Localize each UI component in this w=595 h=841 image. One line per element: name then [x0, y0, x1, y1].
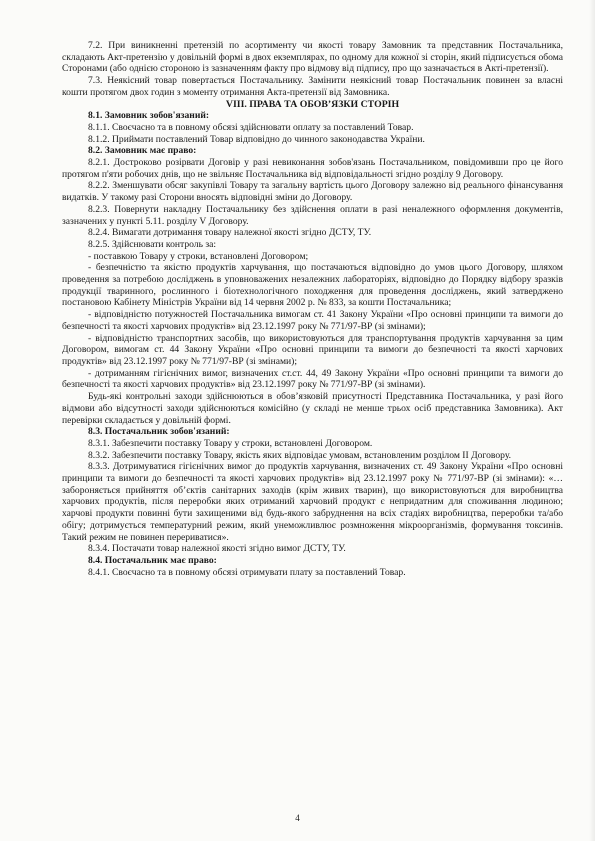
clause-8-2-5: 8.2.5. Здійснювати контроль за:: [88, 238, 217, 250]
control-item-transport: - відповідністю транспортних засобів, що використовуються для транспортування продуктів харчування за цим Договором, вимогам ст. 44 Закону України «Про основні принципи та вимоги до безпечності та якості харчових продуктів» від 23.12.1997 року № 771/97-ВР (зі змінами);: [62, 332, 563, 367]
control-measures-note: Будь-які контрольні заходи здійснюються в обов’язковій присутності Представника Постачальника, у разі його відмови або відсутності заходи здійснюються комісійно (у складі не менше трьох осіб представника Замовника). Акт перевірки складається у довільній формі.: [62, 391, 563, 426]
heading-8-2: 8.2. Замовник має право:: [88, 145, 197, 157]
section-title: VIII. ПРАВА ТА ОБОВ’ЯЗКИ СТОРІН: [225, 98, 400, 110]
clause-7-2: 7.2. При виникненні претензій по асортименту чи якості товару Замовник та представник Постачальника, складають Акт-претензію у довільній формі в двох екземплярах, по одному для кожної зі сторін, який підписується обома Сторонами (або однією стороною із зазначенням факту про відмову від підпису, про що зазначається в Акті-претензії).: [62, 40, 563, 75]
heading-8-4: 8.4. Постачальник має право:: [88, 554, 217, 566]
clause-8-1-1: 8.1.1. Своєчасно та в повному обсязі здійснювати оплату за поставлений Товар.: [88, 121, 414, 133]
clause-8-3-3: 8.3.3. Дотримуватися гігієнічних вимог до продуктів харчування, визначених ст. 49 Закону України «Про основні принципи та вимоги до безпечності та якості харчових продуктів» від 23.12.1997 року № 771/97-ВР (зі змінами): «…забороняється прийняття об’єктів санітарних заходів (крім живих тварин), що використовуються для виробництва харчових продуктів, після переробки яких отриманий харчовий продукт є непридатним для споживання людиною; харчові продукти повинні бути захищеними від будь-якого забруднення на всіх стадіях виробництва, переробки та/або обігу; дотримується температурний режим, який унеможливлює розмноження мікроорганізмів, формування токсинів. Такий режим не повинен перериватися».: [62, 461, 563, 543]
control-item-delivery: - поставкою Товару у строки, встановлені Договором;: [88, 250, 309, 262]
heading-8-1: 8.1. Замовник зобов'язаний:: [88, 110, 210, 122]
control-item-hygiene: - дотриманням гігієнічних вимог, визначених ст.ст. 44, 49 Закону України «Про основні принципи та вимоги до безпечності та якості харчових продуктів» від 23.12.1997 року № 771/97-ВР (зі змінами).: [62, 367, 563, 391]
scan-edge-shadow: [589, 0, 595, 841]
clause-8-4-1: 8.4.1. Своєчасно та в повному обсязі отримувати плату за поставлений Товар.: [88, 566, 406, 578]
clause-8-2-4: 8.2.4. Вимагати дотримання товару належної якості згідно ДСТУ, ТУ.: [88, 227, 372, 239]
heading-8-3: 8.3. Постачальник зобов'язаний:: [88, 426, 230, 438]
control-item-safety: - безпечністю та якістю продуктів харчування, що постачаються відповідно до умов цього Договору, шляхом проведення за потребою досліджень в уповноважених незалежних лабораторіях, відповідно до Порядку відбору зразків продукції тваринного, рослинного і біотехнологічного походження для проведення досліджень, який затверджено постановою Кабінету Міністрів України від 14 червня 2002 р. № 833, за кошти Постачальника;: [62, 262, 563, 309]
clause-8-1-2: 8.1.2. Приймати поставлений Товар відповідно до чинного законодавства України.: [88, 133, 425, 145]
clause-8-2-2: 8.2.2. Зменшувати обсяг закупівлі Товару та загальну вартість цього Договору залежно від реального фінансування видатків. У такому разі Сторони вносять відповідні зміни до Договору.: [62, 180, 563, 204]
clause-8-3-2: 8.3.2. Забезпечити поставку Товару, якість яких відповідає умовам, встановленим розділом II Договору.: [88, 449, 512, 461]
clause-7-3: 7.3. Неякісний товар повертається Постачальнику. Замінити неякісний товар Постачальник повинен за власні кошти протягом двох годин з моменту отримання Акта-претензії від Замовника.: [62, 75, 563, 98]
control-item-capacity: - відповідністю потужностей Постачальника вимогам ст. 41 Закону України «Про основні принципи та вимоги до безпечності та якості харчових продуктів» від 23.12.1997 року № 771/97-ВР (зі змінами);: [62, 309, 563, 332]
page-number: 4: [295, 813, 300, 823]
clause-8-2-3: 8.2.3. Повернути накладну Постачальнику без здійснення оплати в разі неналежного оформлення документів, зазначених у пункті 5.11. розділу V Договору.: [62, 203, 563, 227]
clause-8-2-1: 8.2.1. Достроково розірвати Договір у разі невиконання зобов'язань Постачальником, повідомивши про це його протягом п'яти робочих днів, що не звільняє Постачальника від відповідальності згідно розділу 9 Договору.: [62, 157, 563, 180]
clause-8-3-1: 8.3.1. Забезпечити поставку Товару у строки, встановлені Договором.: [88, 437, 373, 449]
clause-8-3-4: 8.3.4. Постачати товар належної якості згідно вимог ДСТУ, ТУ.: [88, 543, 346, 555]
